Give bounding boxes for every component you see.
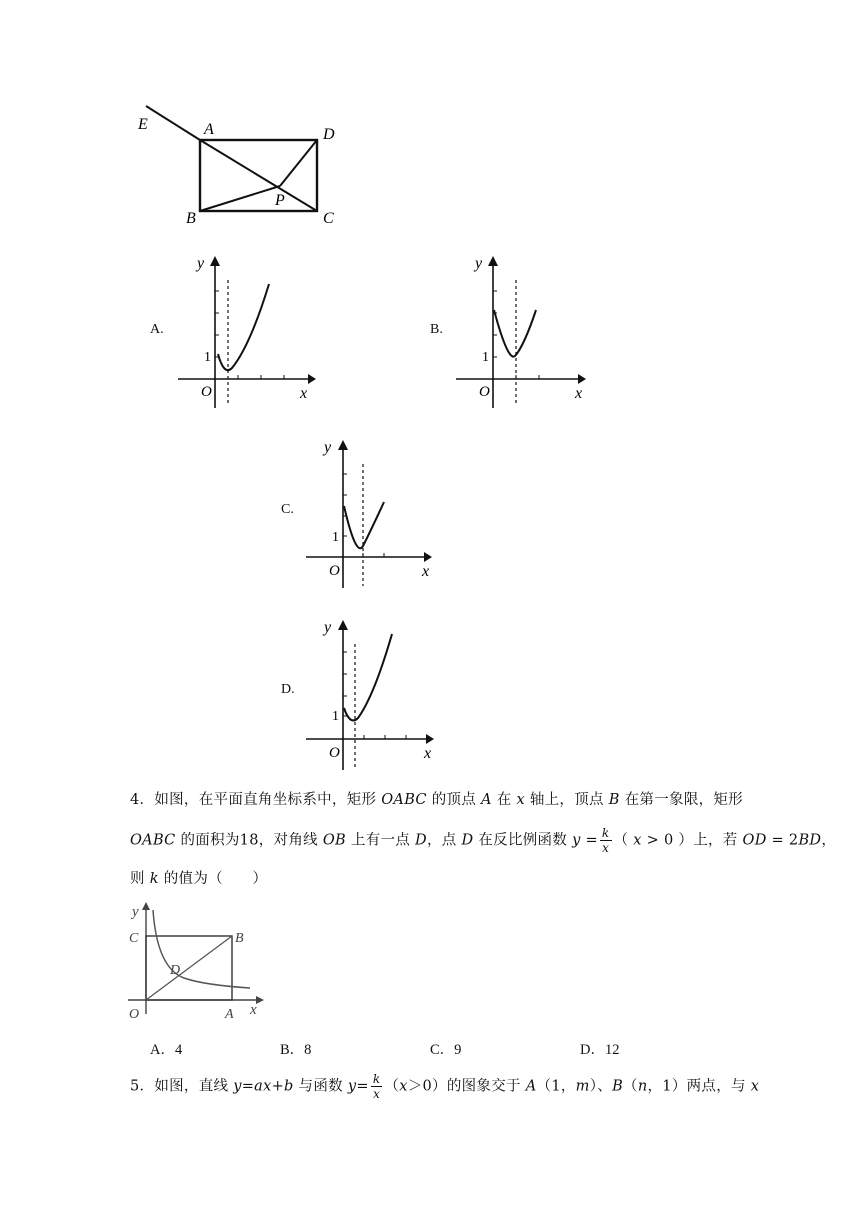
option-d-tick-label: 1	[332, 709, 339, 724]
q4-choice-b[interactable]: B．8	[280, 1042, 312, 1058]
option-a-origin-label: O	[201, 384, 212, 400]
option-b-y-axis-label: y	[475, 255, 483, 272]
q4-fig-a-label: A	[225, 1007, 234, 1021]
option-a-y-axis-label: y	[197, 255, 205, 272]
option-c-graph	[298, 430, 448, 595]
q4-fig-c-label: C	[129, 931, 139, 946]
point-d-label: D	[323, 126, 335, 143]
option-a-graph	[170, 250, 320, 415]
q4-figure	[124, 896, 274, 1021]
q4-choice-a[interactable]: A．4	[150, 1042, 183, 1058]
option-b-origin-label: O	[479, 384, 490, 400]
point-a-label: A	[204, 121, 214, 138]
option-d-label: D.	[281, 682, 295, 697]
option-a-tick-label: 1	[204, 350, 211, 365]
option-d-origin-label: O	[329, 745, 340, 761]
option-b-graph	[448, 250, 598, 415]
q4-choice-c[interactable]: C．9	[430, 1042, 462, 1058]
option-b-tick-label: 1	[482, 350, 489, 365]
q4-line-2: OABC 的面积为18，对角线 OB 上有一点 D，点 D 在反比例函数 y = $\frac{k}{x}$ （ x > 0 ）上，若 OD = 2BD，	[130, 826, 837, 855]
option-c-tick-label: 1	[332, 530, 339, 545]
q4-choice-d[interactable]: D．12	[580, 1042, 620, 1058]
q4-fig-o-label: O	[129, 1007, 140, 1021]
option-c-origin-label: O	[329, 563, 340, 579]
q4-line-3: 则 k 的值为（ ）	[130, 871, 268, 887]
q4-fraction: $\frac{k}{x}$	[601, 826, 610, 855]
q5-line-1: 5．如图，直线 y=ax+b 与函数 y= $\frac{k}{x}$ （x＞0）的图象交于 A（1，m）、B（n，1）两点，与 x	[130, 1072, 760, 1101]
q4-line-1: 4．如图，在平面直角坐标系中，矩形 OABC 的顶点 A 在 x 轴上，顶点 B 在第一象限，矩形	[130, 792, 744, 808]
q4-fig-y-label: y	[132, 904, 139, 920]
point-c-label: C	[323, 210, 334, 227]
option-a-x-axis-label: x	[300, 385, 308, 402]
option-c-x-axis-label: x	[422, 563, 430, 580]
q4-fig-b-label: B	[235, 931, 244, 946]
option-b-label: B.	[430, 322, 443, 337]
q5-fraction: $\frac{k}{x}$	[372, 1072, 381, 1101]
point-e-label: E	[138, 116, 148, 133]
rectangle-figure	[130, 95, 360, 235]
point-p-label: P	[275, 192, 285, 209]
q4-fig-x-label: x	[250, 1002, 257, 1018]
option-d-x-axis-label: x	[424, 745, 432, 762]
option-d-graph	[298, 612, 448, 777]
option-d-y-axis-label: y	[324, 619, 332, 636]
option-b-x-axis-label: x	[575, 385, 583, 402]
q4-fig-d-label: D	[170, 963, 181, 978]
option-c-label: C.	[281, 502, 294, 517]
option-a-label: A.	[150, 322, 164, 337]
option-c-y-axis-label: y	[324, 439, 332, 456]
point-b-label: B	[186, 210, 196, 227]
